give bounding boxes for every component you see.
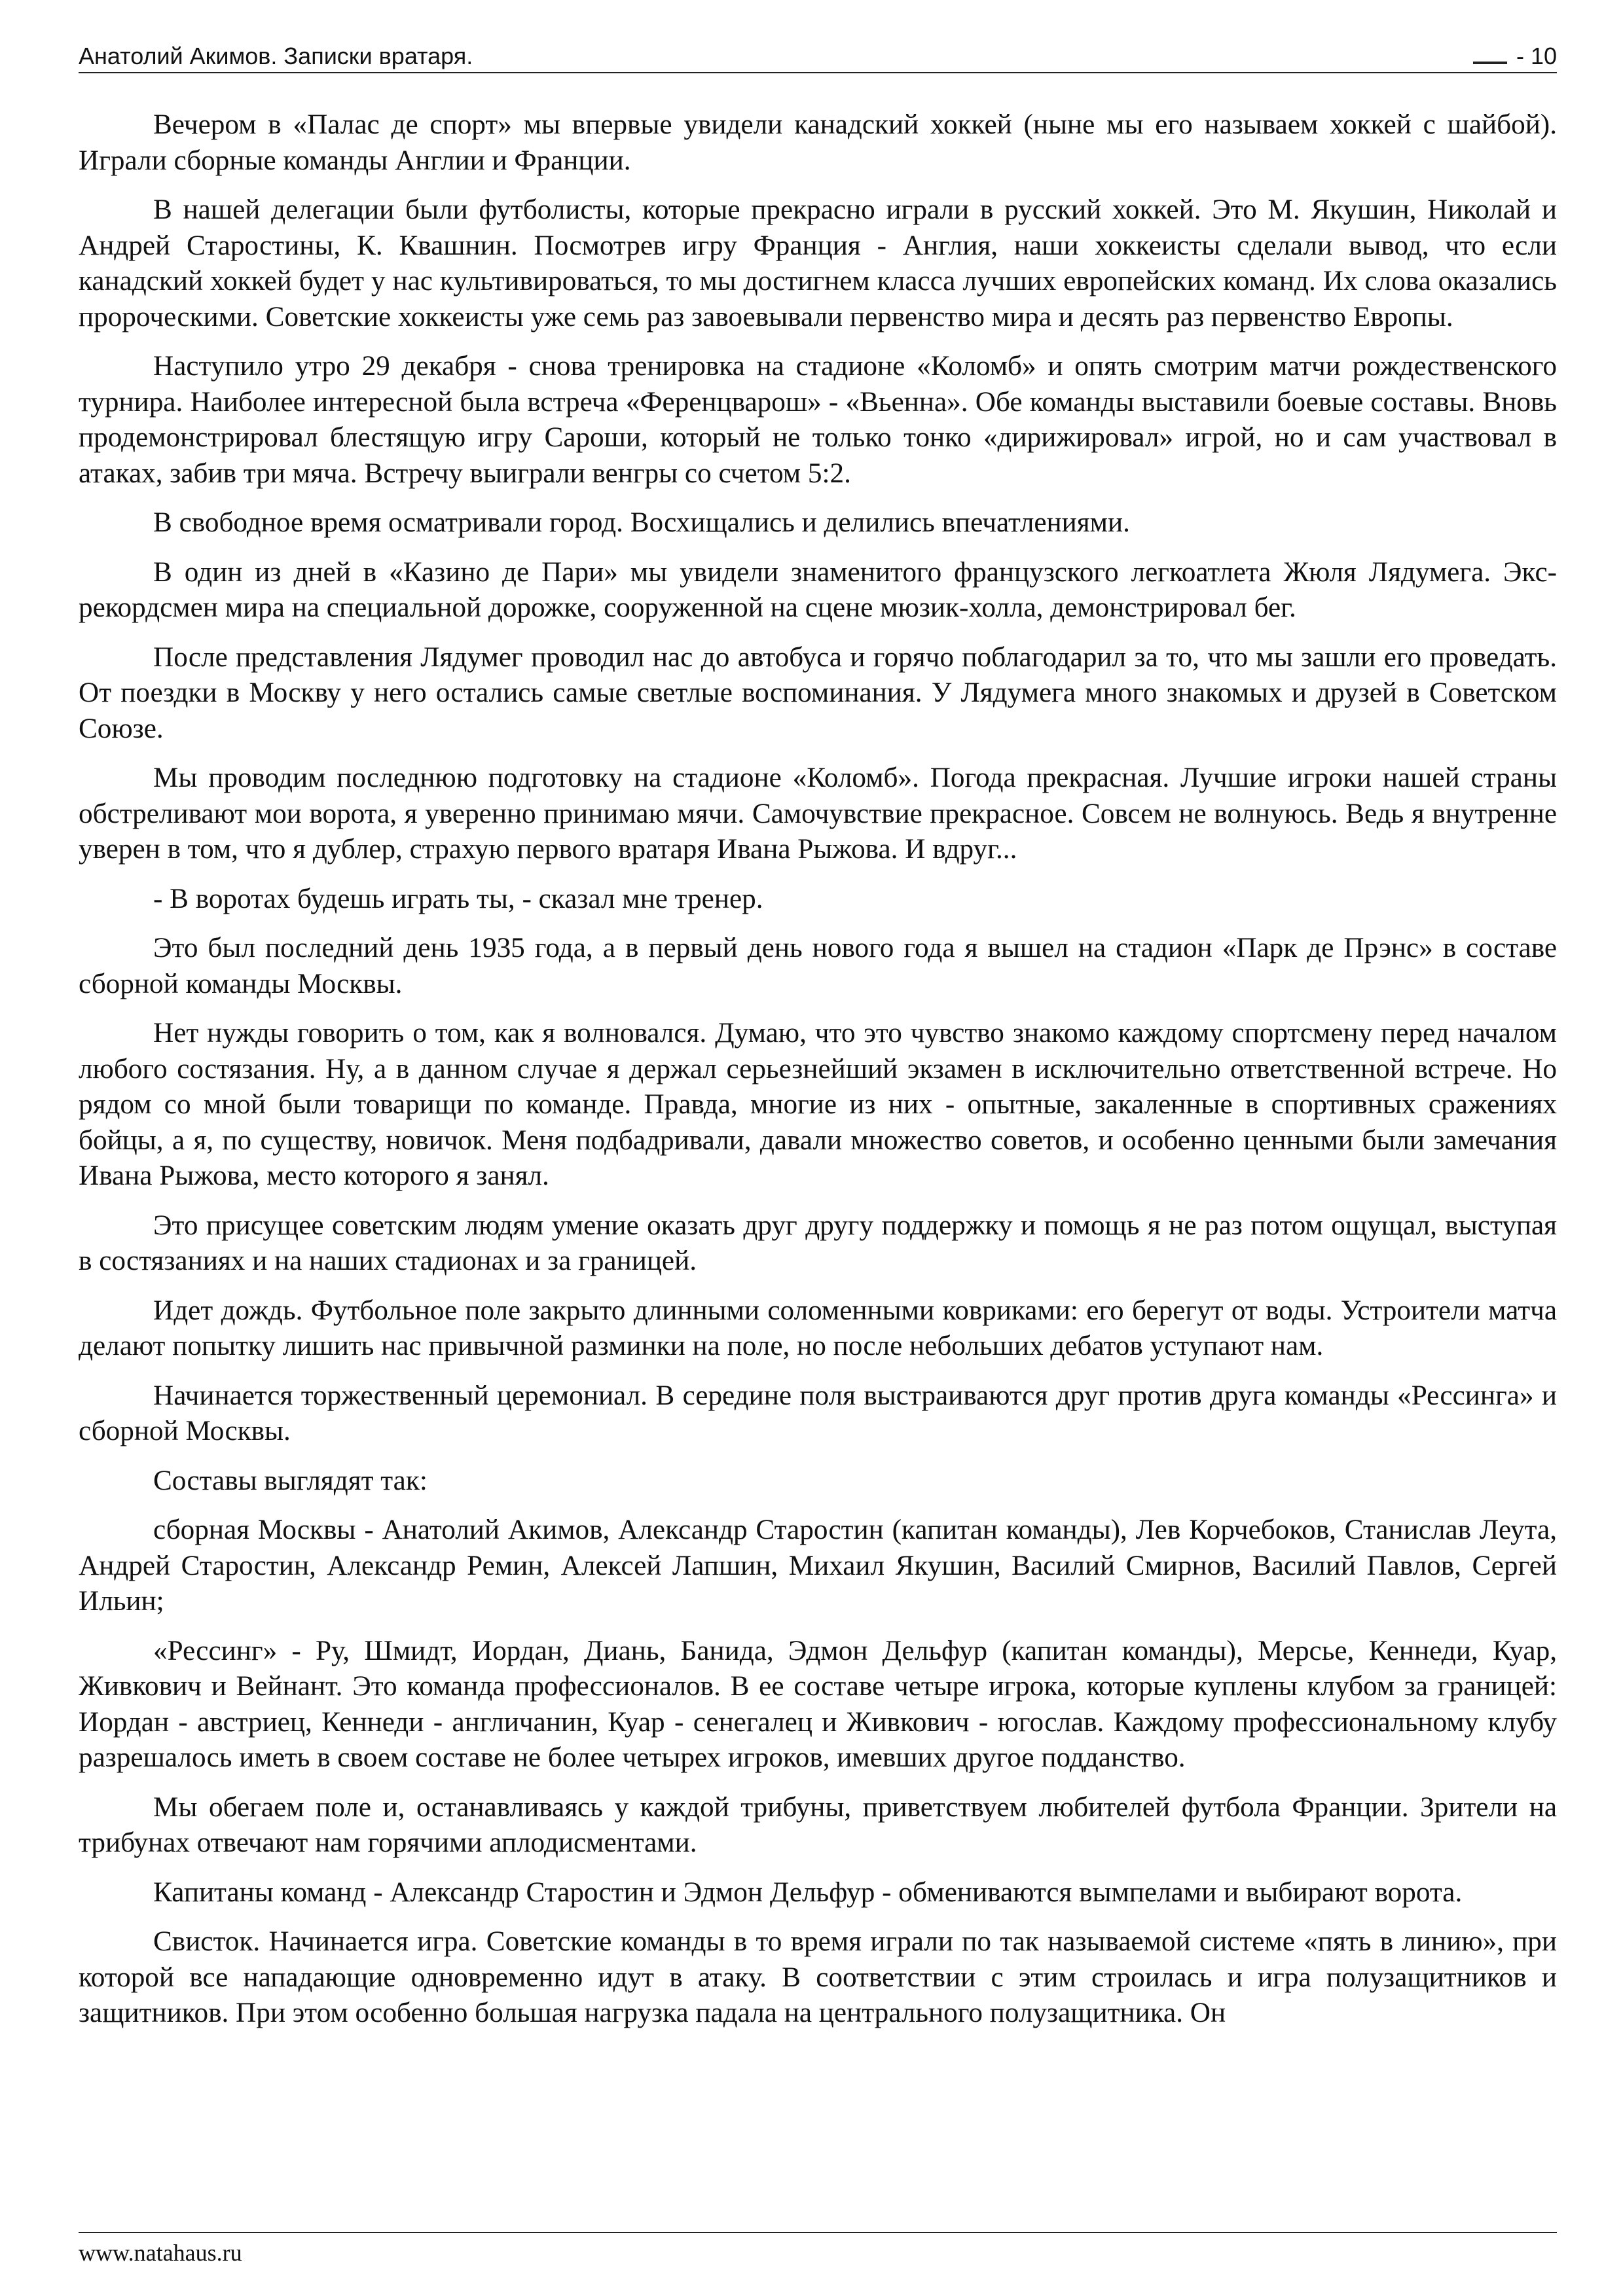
page-header	[79, 38, 1557, 73]
paragraph-9: Это был последний день 1935 года, а в первый день нового года я вышел на стадион «Парк де Прэнс» в составе сборной команды Москвы.	[79, 933, 1557, 999]
page-number-block	[1465, 42, 1557, 72]
paragraph-2: В нашей делегации были футболисты, которые прекрасно играли в русский хоккей. Это М. Якушин, Николай и Андрей Старостины, К. Квашнин. Посмотрев игру Франция - Англия, наши хоккеисты сделали вывод, что если канадский хоккей будет у нас культивироваться, то мы достигнем класса лучших европейских команд. Их слова оказались пророческими. Советские хоккеисты уже семь раз завоевывали первенство мира и десять раз первенство Европы.	[79, 194, 1557, 332]
paragraph-18: Капитаны команд - Александр Старостин и Эдмон Дельфур - обмениваются вымпелами и выбирают ворота.	[153, 1876, 1463, 1908]
paragraph-19: Свисток. Начинается игра. Советские команды в то время играли по так называемой системе «пять в линию», при которой все нападающие одновременно идут в атаку. В соответствии с этим строилась и игра полузащитников и защитников. При этом особенно большая нагрузка падала на центрального полузащитника. Он	[79, 1926, 1557, 2028]
footer-url: www.natahaus.ru	[79, 2240, 242, 2266]
header-underline-mark	[1473, 62, 1507, 64]
paragraph-8: - В воротах будешь играть ты, - сказал мне тренер.	[153, 883, 763, 914]
page-body	[79, 107, 1557, 2032]
paragraph-4: В свободное время осматривали город. Восхищались и делились впечатлениями.	[153, 507, 1130, 538]
paragraph-7: Мы проводим последнюю подготовку на стадионе «Коломб». Погода прекрасная. Лучшие игроки нашей страны обстреливают мои ворота, я уверенно принимаю мячи. Самочувствие прекрасное. Совсем не волнуюсь. Ведь я внутренне уверен в том, что я дублер, страхую первого вратаря Ивана Рыжова. И вдруг...	[79, 762, 1557, 865]
paragraph-11: Это присущее советским людям умение оказать друг другу поддержку и помощь я не раз потом ощущал, выступая в состязаниях и на наших стадионах и за границей.	[79, 1210, 1557, 1276]
page-footer	[79, 2232, 1557, 2267]
paragraph-17: Мы обегаем поле и, останавливаясь у каждой трибуны, приветствуем любителей футбола Франции. Зрители на трибунах отвечают нам горячими аплодисментами.	[79, 1791, 1557, 1858]
paragraph-6: После представления Лядумег проводил нас до автобуса и горячо поблагодарил за то, что мы зашли его проведать. От поездки в Москву у него остались самые светлые воспоминания. У Лядумега много знакомых и друзей в Советском Союзе.	[79, 641, 1557, 744]
page-number: - 10	[1516, 43, 1557, 69]
paragraph-14: Составы выглядят так:	[153, 1465, 428, 1496]
paragraph-13: Начинается торжественный церемониал. В середине поля выстраиваются друг против друга команды «Рессинга» и сборной Москвы.	[79, 1380, 1557, 1446]
paragraph-10: Нет нужды говорить о том, как я волновался. Думаю, что это чувство знакомо каждому спортсмену перед началом любого состязания. Ну, а в данном случае я держал серьезнейший экзамен в исключительно ответственной встрече. Но рядом со мной были товарищи по команде. Правда, многие из них - опытные, закаленные в спортивных сражениях бойцы, а я, по существу, новичок. Меня подбадривали, давали множество советов, и особенно ценными были замечания Ивана Рыжова, место которого я занял.	[79, 1018, 1557, 1191]
paragraph-5: В один из дней в «Казино де Пари» мы увидели знаменитого французского легкоатлета Жюля Лядумега. Экс-рекордсмен мира на специальной дорожке, сооруженной на сцене мюзик-холла, демонстрировал бег.	[79, 556, 1557, 623]
paragraph-1: Вечером в «Палас де спорт» мы впервые увидели канадский хоккей (ныне мы его называем хоккей с шайбой). Играли сборные команды Англии и Франции.	[79, 109, 1557, 176]
paragraph-16: «Рессинг» - Ру, Шмидт, Иордан, Диань, Банида, Эдмон Дельфур (капитан команды), Мерсье, Кеннеди, Куар, Живкович и Вейнант. Это команда профессионалов. В ее составе четыре игрока, которые куплены клубом за границей: Иордан - австриец, Кеннеди - англичанин, Куар - сенегалец и Живкович - югослав. Каждому профессиональному клубу разрешалось иметь в своем составе не более четырех игроков, имевших другое подданство.	[79, 1635, 1557, 1773]
paragraph-15: сборная Москвы - Анатолий Акимов, Александр Старостин (капитан команды), Лев Корчебоков, Станислав Леута, Андрей Старостин, Александр Ремин, Алексей Лапшин, Михаил Якушин, Василий Смирнов, Василий Павлов, Сергей Ильин;	[79, 1515, 1557, 1617]
paragraph-12: Идет дождь. Футбольное поле закрыто длинными соломенными ковриками: его берегут от воды. Устроители матча делают попытку лишить нас привычной разминки на поле, но после небольших дебатов уступают нам.	[79, 1295, 1557, 1361]
paragraph-3: Наступило утро 29 декабря - снова тренировка на стадионе «Коломб» и опять смотрим матчи рождественского турнира. Наиболее интересной была встреча «Ференцварош» - «Вьенна». Обе команды выставили боевые составы. Вновь продемонстрировал блестящую игру Сароши, который не только тонко «дирижировал» игрой, но и сам участвовал в атаках, забив три мяча. Встречу выиграли венгры со счетом 5:2.	[79, 351, 1557, 489]
header-title: Анатолий Акимов. Записки вратаря.	[79, 43, 473, 69]
